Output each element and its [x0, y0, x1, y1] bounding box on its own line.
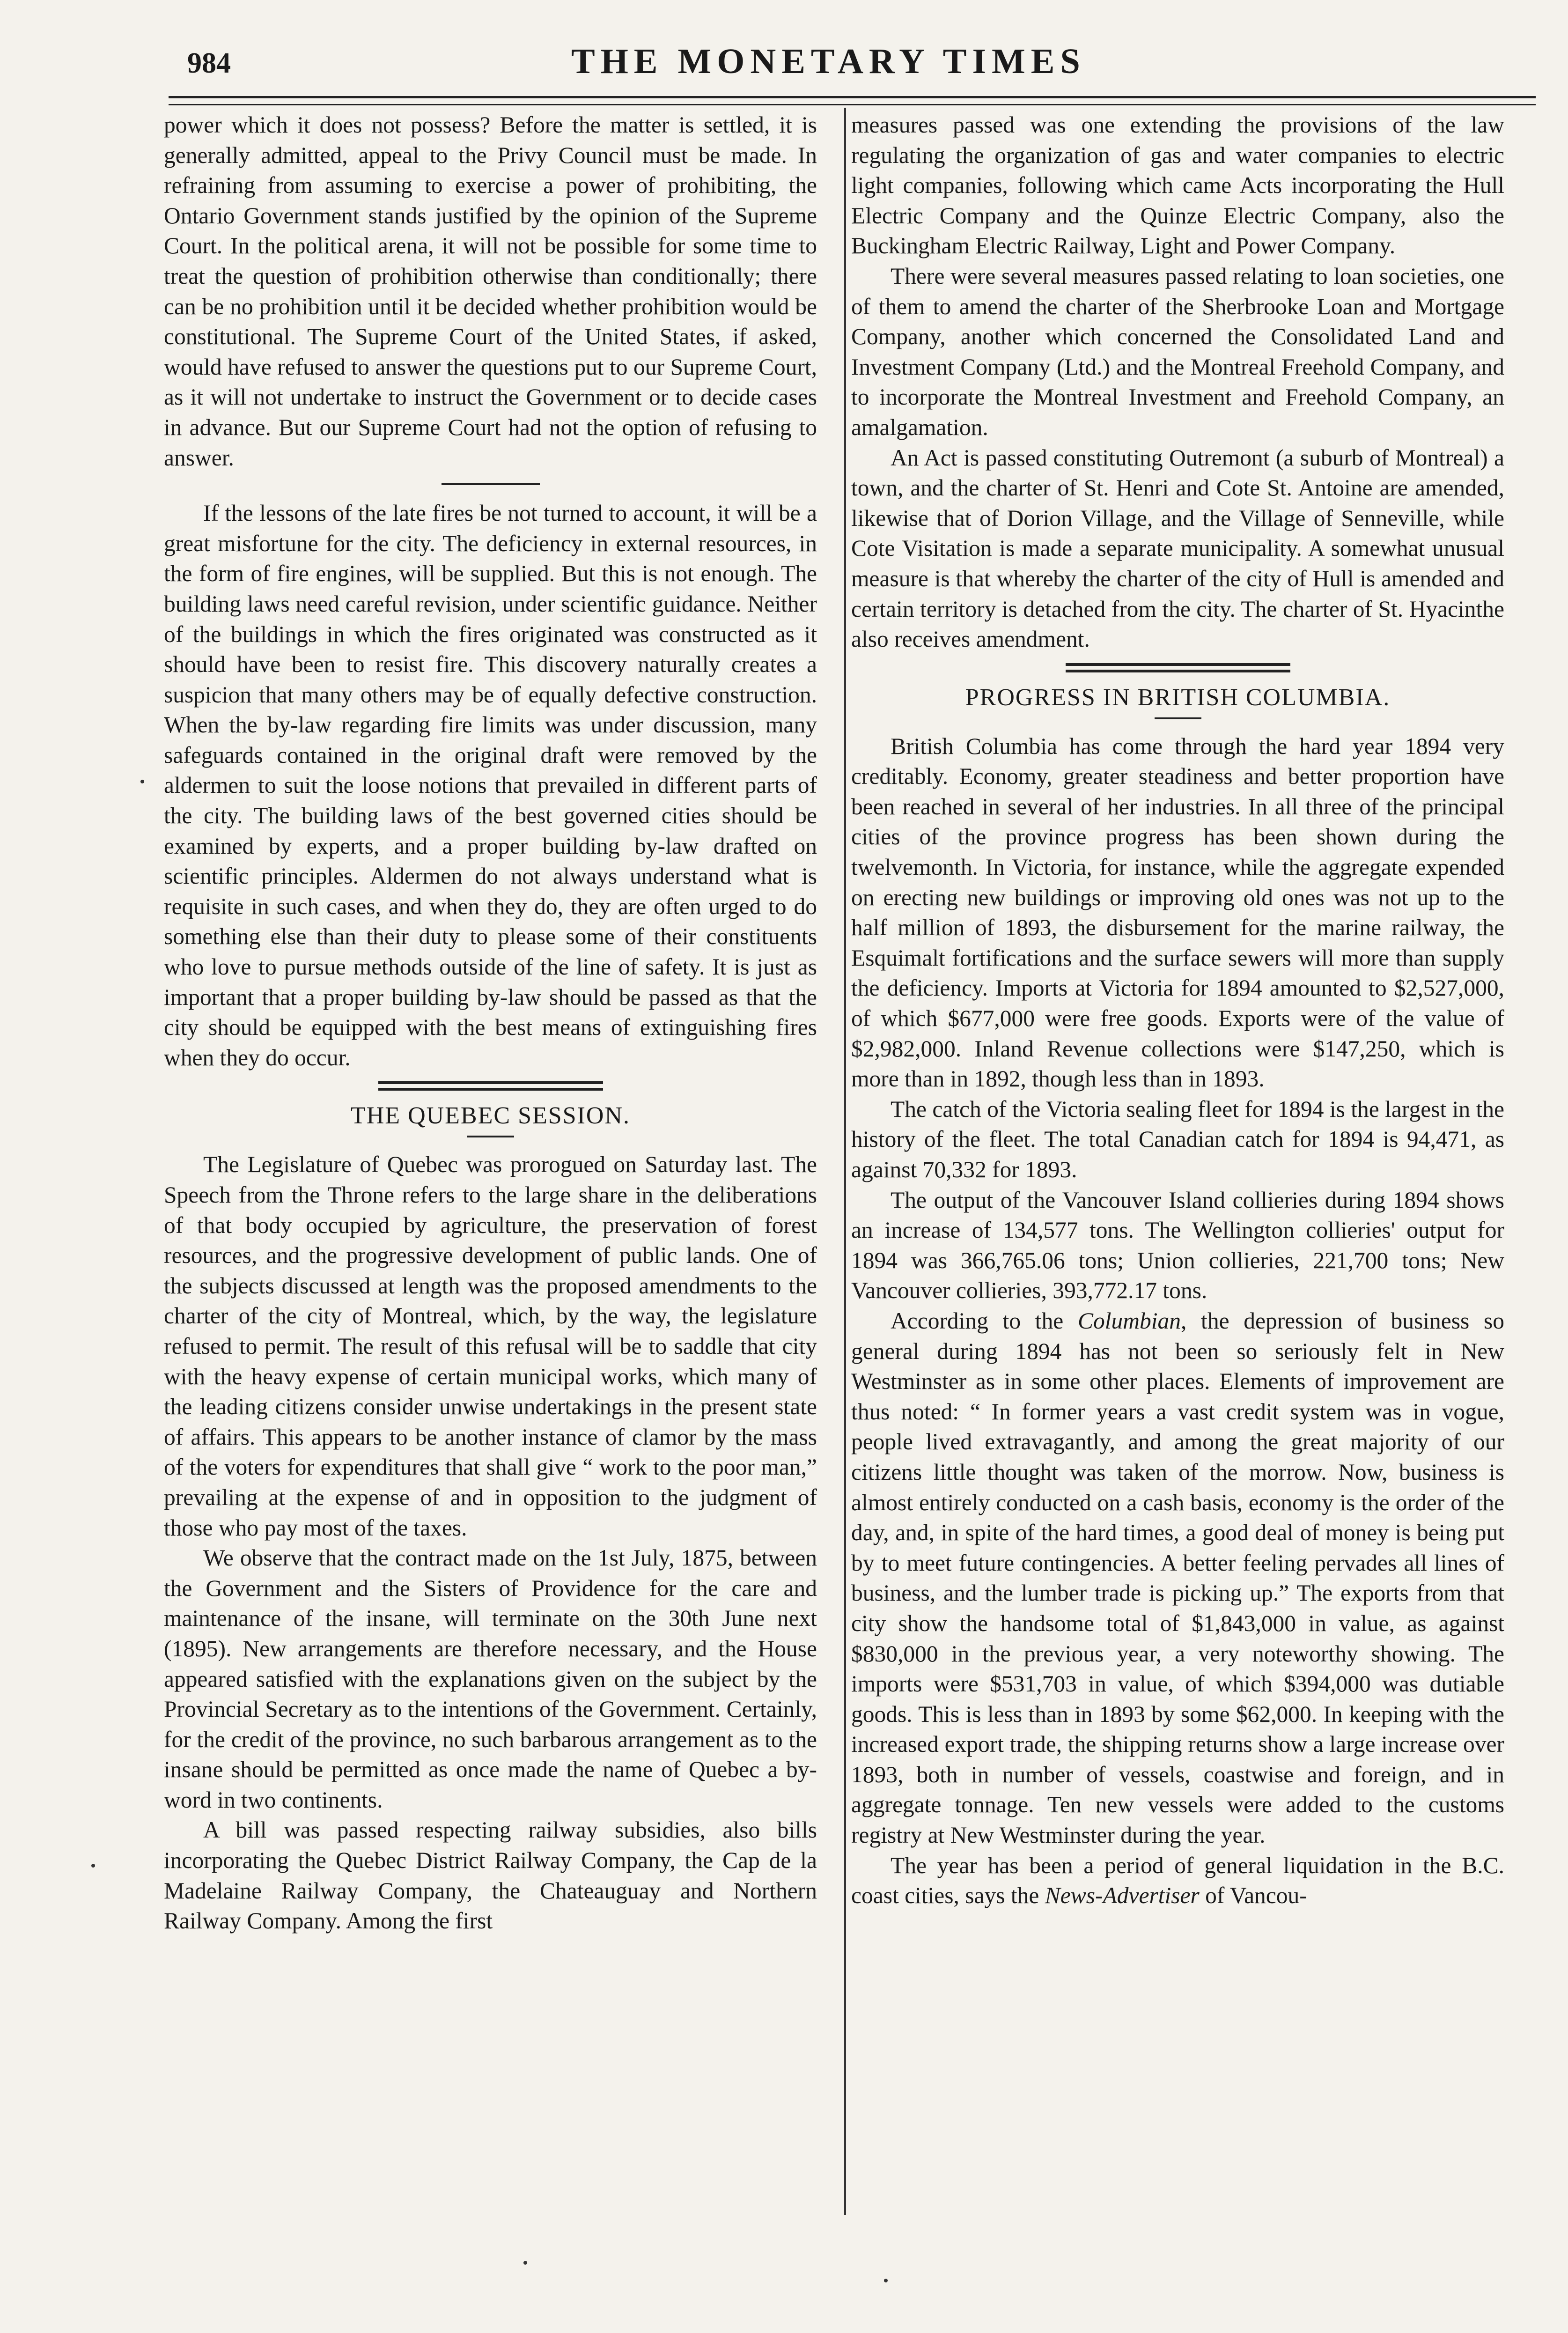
paragraph-new-westminster — [851, 1306, 1504, 1851]
paragraph-outremont: An Act is passed constituting Outremont (a suburb of Montreal) a town, and the charter of St. Henri and Cote St. Antoine are amended, likewise that of Dorion Village, and the Village of Senneville, while Cote Visitation is made a separate municipality. A somewhat unusual measure is that whereby the charter of the city of Hull is amended and certain territory is detached from the city. The charter of St. Hyacinthe also receives amendment. — [851, 444, 1504, 652]
header-rule — [169, 96, 1536, 98]
newspaper-name-columbian: Columbian — [1077, 1307, 1181, 1334]
text-run: of Vancou- — [1199, 1883, 1307, 1909]
print-speck — [140, 780, 144, 783]
page-number: 984 — [187, 47, 231, 79]
heading-underline — [467, 1136, 514, 1137]
quebec-heading-block — [164, 1073, 817, 1137]
paragraph-liquidation — [851, 1851, 1504, 1911]
paragraph-railway-bills: A bill was passed respecting railway subsidies, also bills incorporating the Quebec District Railway Company, the Cap de la Madelaine Railway Company, the Chateauguay and Northern Railway Company. Among the first — [164, 1817, 817, 1934]
text-run: According to the — [891, 1307, 1078, 1334]
paragraph-legislature: The Legislature of Quebec was prorogued on Saturday last. The Speech from the Throne refers to the large share in the deliberations of that body occupied by agriculture, the preservation of forest resources, and the progressive development of public lands. One of the subjects discussed at length was the proposed amendments to the charter of the city of Montreal, which, by the way, the legislature refused to permit. The result of this refusal will be to saddle that city with the heavy expense of certain municipal works, which many of the leading citizens consider unwise undertakings in the present state of affairs. This appears to be another instance of clamor by the mass of the voters for expenditures that shall give “ work to the poor man,” prevailing at the expense of and in opposition to the judgment of those who pay most of the taxes. — [164, 1152, 817, 1541]
print-speck — [523, 2261, 527, 2265]
paragraph-collieries: The output of the Vancouver Island collieries during 1894 shows an increase of 134,577 tons. The Wellington collieries' output for 1894 was 366,765.06 tons; Union collieries, 221,700 tons; New Vancouver collieries, 393,772.17 tons. — [851, 1187, 1504, 1304]
heading-quebec-session: THE QUEBEC SESSION. — [350, 1102, 631, 1130]
double-rule — [1066, 663, 1290, 672]
heading-underline — [1155, 717, 1201, 719]
paragraph-bc-overview: British Columbia has come through the hard year 1894 very creditably. Economy, greater steadiness and better proportion have been reached in several of her industries. In all three of the principal cities of the province progress has been shown during the twelvemonth. In Victoria, for instance, while the aggregate expended on erecting new buildings or improving old ones was not up to the half million of 1893, the disbursement for the marine railway, the Esquimalt fortifications and the surface sewers will more than supply the deficiency. Imports at Victoria for 1894 amounted to $2,527,000, of which $677,000 were free goods. Exports were of the value of $2,982,000. Inland Revenue collections were $147,250, which is more than in 1892, though less than in 1893. — [851, 733, 1504, 1092]
double-rule — [378, 1081, 603, 1091]
column-divider — [844, 108, 846, 2215]
bc-heading-block — [851, 655, 1504, 719]
left-column — [164, 110, 817, 1936]
header-rule-lower — [169, 104, 1536, 105]
text-run: The year has been a period of general liquidation in the B.C. coast cities, says the — [851, 1852, 1504, 1909]
paragraph-sealing-fleet: The catch of the Victoria sealing fleet for 1894 is the largest in the history of the fleet. The total Canadian catch for 1894 is 94,471, as against 70,332 for 1893. — [851, 1096, 1504, 1182]
paragraph-prohibition: power which it does not possess? Before the matter is settled, it is generally admitted, appeal to the Privy Council must be made. In refraining from assuming to exercise a power of prohibiting, the Ontario Government stands justified by the opinion of the Supreme Court. In the political arena, it will not be possible for some time to treat the question of prohibition otherwise than conditionally; there can be no prohibition until it be decided whether prohibition would be constitutional. The Supreme Court of the United States, if asked, would have refused to answer the questions put to our Supreme Court, as it will not undertake to instruct the Government or to decide cases in advance. But our Supreme Court had not the option of refusing to answer. — [164, 112, 817, 471]
paragraph-measures: measures passed was one extending the provisions of the law regulating the organization of gas and water companies to electric light companies, following which came Acts incorporating the Hull Electric Company and the Quinze Electric Company, also the Buckingham Electric Railway, Light and Power Company. — [851, 112, 1504, 259]
paragraph-insane-contract: We observe that the contract made on the 1st July, 1875, between the Government and the Sisters of Providence for the care and maintenance of the insane, will terminate on the 30th June next (1895). New arrangements are therefore necessary, and the House appeared satisfied with the explanations given on the subject by the Provincial Secretary as to the intentions of the Government. Certainly, for the credit of the province, no such barbarous arrangement as to the insane should be permitted as once made the name of Quebec a by-word in two continents. — [164, 1545, 817, 1813]
publication-title: THE MONETARY TIMES — [571, 42, 1086, 81]
paragraph-loan-societies: There were several measures passed relating to loan societies, one of them to amend the charter of the Sherbrooke Loan and Mortgage Company, another which concerned the Consolidated Land and Investment Company (Ltd.) and the Montreal Freehold Company, and to incorporate the Montreal Investment and Freehold Company, an amalgamation. — [851, 263, 1504, 440]
newspaper-name-news-advertiser: News-Advertiser — [1045, 1883, 1200, 1909]
text-run: , the depression of business so general during 1894 has not been so seriously felt in New Westminster as in some other places. Elements of improvement are thus noted: “ In former years a vast credit system was in vogue, people lived extravagantly, and among the great majority of our citizens little thought was taken of the morrow. Now, business is almost entirely conducted on a cash basis, economy is the order of the day, and, in spite of the hard times, a good deal of money is being put by to meet future contingencies. A better feeling pervades all lines of business, and the lumber trade is picking up.” The exports from that city show the handsome total of $1,843,000 in value, as against $830,000 in the previous year, a very noteworthy showing. The imports were $531,703 in value, of which $394,000 was dutiable goods. This is less than in 1893 by some $62,000. In keeping with the increased export trade, the shipping returns show a large increase over 1893, both in number of vessels, coastwise and foreign, and in aggregate tonnage. Ten new vessels were added to the customs registry at New Westminster during the year. — [851, 1307, 1504, 1848]
print-speck — [91, 1864, 95, 1868]
right-column — [851, 110, 1504, 1911]
heading-british-columbia: PROGRESS IN BRITISH COLUMBIA. — [965, 684, 1391, 711]
section-separator — [442, 483, 540, 485]
paragraph-fires: If the lessons of the late fires be not turned to account, it will be a great misfortune for the city. The deficiency in external resources, in the form of fire engines, will be supplied. But this is not enough. The building laws need careful revision, under scientific guidance. Neither of the buildings in which the fires originated was constructed as it should have been to resist fire. This discovery naturally creates a suspicion that many others may be of equally defective construction. When the by-law regarding fire limits was under discussion, many safeguards contained in the original draft were removed by the aldermen to suit the loose notions that prevailed in different parts of the city. The building laws of the best governed cities should be examined by experts, and a proper building by-law drafted on scientific principles. Aldermen do not always understand what is requisite in such cases, and when they do, they are often urged to do something else than their duty to please some of their constituents who love to pursue methods outside of the line of safety. It is just as important that a proper building by-law should be passed as that the city should be equipped with the best means of extinguishing fires when they do occur. — [164, 500, 817, 1071]
print-speck — [884, 2279, 888, 2282]
